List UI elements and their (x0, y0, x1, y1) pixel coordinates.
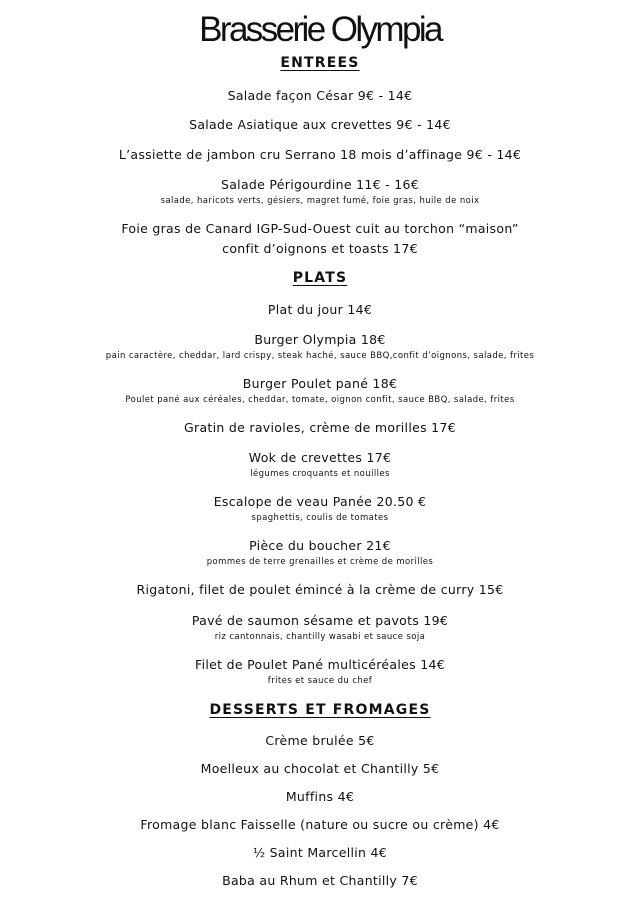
section-heading-desserts: DESSERTS ET FROMAGES (209, 702, 431, 718)
menu-item-name: Salade Asiatique aux crevettes 9€ - 14€ (189, 117, 451, 132)
menu-item-name-continued: confit d’oignons et toasts 17€ (222, 241, 418, 256)
menu-item (0, 871, 640, 891)
menu-item (0, 815, 640, 835)
menu-item (0, 731, 640, 751)
menu-item-name: Escalope de veau Panée 20.50 € (213, 494, 427, 509)
menu-item-description: pommes de terre grenailles et crème de morilles (206, 557, 434, 567)
menu-item (0, 448, 640, 480)
menu-item-name: Burger Poulet pané 18€ (242, 376, 398, 391)
menu-item-name: Pièce du boucher 21€ (249, 538, 391, 553)
menu-item (0, 374, 640, 406)
menu-item-description: légumes croquants et nouilles (250, 469, 390, 479)
menu-item (0, 175, 640, 207)
menu-item-name: Salade façon César 9€ - 14€ (227, 88, 413, 103)
menu-item-description: frites et sauce du chef (267, 676, 373, 686)
menu-item-name: Gratin de ravioles, crème de morilles 17€ (184, 420, 456, 435)
menu-item (0, 759, 640, 779)
menu-item (0, 219, 640, 259)
section-heading-entrees: ENTREES (280, 55, 360, 71)
menu-item-name: Baba au Rhum et Chantilly 7€ (222, 873, 418, 888)
menu-item-name: Fromage blanc Faisselle (nature ou sucre ou crème) 4€ (140, 817, 500, 832)
restaurant-title: Brasserie Olympia (199, 10, 441, 49)
menu-item-description: spaghettis, coulis de tomates (251, 513, 389, 523)
menu-item-name: Crème brulée 5€ (265, 733, 375, 748)
menu-item-name: Burger Olympia 18€ (254, 332, 386, 347)
menu-item (0, 86, 640, 106)
menu-item-description: pain caractère, cheddar, lard crispy, steak haché, sauce BBQ,confit d’oignons, salade, frites (105, 351, 535, 361)
menu-item-name: ½ Saint Marcellin 4€ (252, 845, 388, 860)
menu-item (0, 145, 640, 165)
menu-item (0, 492, 640, 524)
menu-item-description: salade, haricots verts, gésiers, magret fumé, foie gras, huile de noix (160, 196, 480, 206)
menu-item-description: Poulet pané aux céréales, cheddar, tomate, oignon confit, sauce BBQ, salade, frites (125, 395, 515, 405)
menu-item (0, 115, 640, 135)
menu-item-name: Plat du jour 14€ (267, 302, 373, 317)
menu-item (0, 843, 640, 863)
menu-item (0, 330, 640, 362)
menu-item-name: L’assiette de jambon cru Serrano 18 mois d’affinage 9€ - 14€ (118, 147, 522, 162)
menu-item-name: Filet de Poulet Pané multicéréales 14€ (195, 657, 445, 672)
menu-item-name: Wok de crevettes 17€ (248, 450, 392, 465)
menu-item (0, 787, 640, 807)
menu-item (0, 611, 640, 643)
menu-item-name: Moelleux au chocolat et Chantilly 5€ (200, 761, 440, 776)
menu-item-name: Salade Périgourdine 11€ - 16€ (220, 177, 419, 192)
section-heading-plats: PLATS (292, 270, 348, 286)
menu-item (0, 536, 640, 568)
menu-item-name: Foie gras de Canard IGP-Sud-Ouest cuit au torchon “maison” (121, 221, 519, 236)
menu-item (0, 300, 640, 320)
menu-item (0, 655, 640, 687)
menu-item-name: Rigatoni, filet de poulet émincé à la crème de curry 15€ (136, 582, 504, 597)
menu-item-description: riz cantonnais, chantilly wasabi et sauce soja (214, 632, 426, 642)
menu-item-name: Muffins 4€ (285, 789, 355, 804)
menu-item (0, 418, 640, 438)
menu-item (0, 580, 640, 600)
menu-item-name: Pavé de saumon sésame et pavots 19€ (191, 613, 449, 628)
